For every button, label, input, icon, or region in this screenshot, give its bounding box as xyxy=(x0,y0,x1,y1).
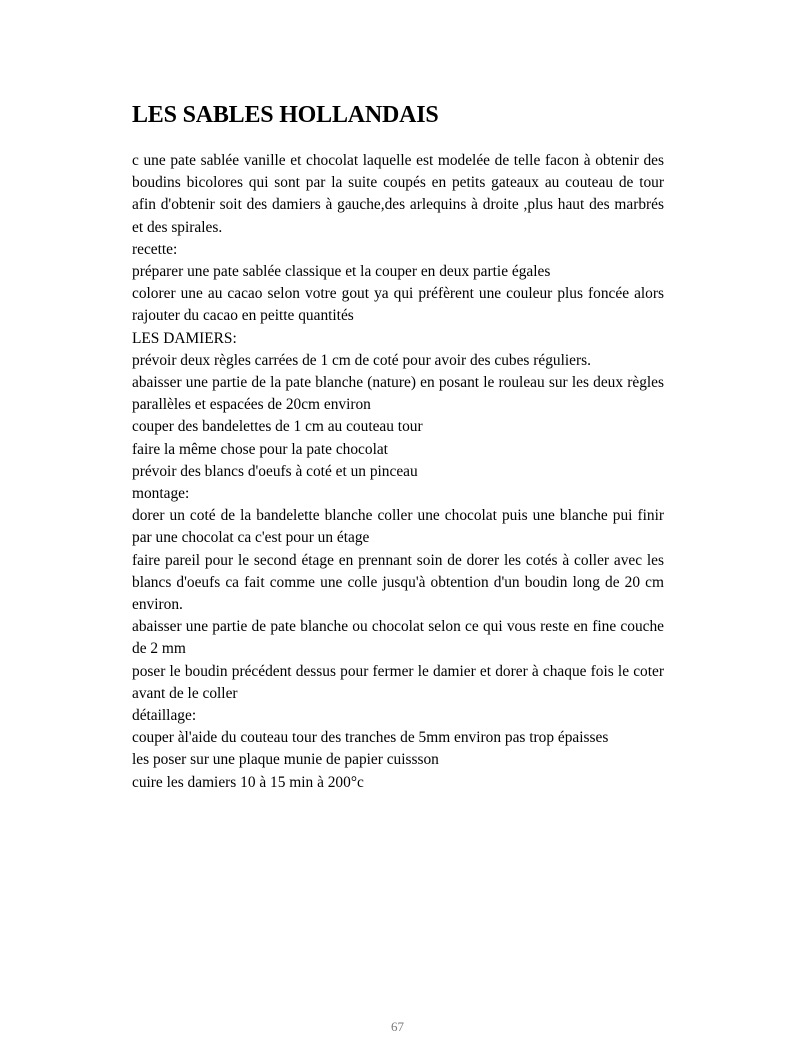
instruction-line: prévoir des blancs d'oeufs à coté et un pinceau xyxy=(132,462,418,480)
instruction-line: colorer une au cacao selon votre gout ya qui préfèrent une couleur plus foncée alors rajouter du cacao en peitte quantités xyxy=(132,285,664,325)
instruction-line: dorer un coté de la bandelette blanche coller une chocolat puis une blanche pui finir par une chocolat ca c'est pour un étage xyxy=(132,507,664,547)
intro-paragraph: c une pate sablée vanille et chocolat laquelle est modelée de telle facon à obtenir des boudins bicolores qui sont par la suite coupés en petits gateaux au couteau de tour afin d'obtenir soit des damiers à gauche,des arlequins à droite ,plus haut des marbrés et des spirales. xyxy=(132,152,664,236)
instruction-line: abaisser une partie de pate blanche ou chocolat selon ce qui vous reste en fine couche de 2 mm xyxy=(132,618,664,658)
instruction-line: faire pareil pour le second étage en prennant soin de dorer les cotés à coller avec les blancs d'oeufs ca fait comme une colle jusqu'à obtention d'un boudin long de 20 cm environ. xyxy=(132,551,664,614)
instruction-line: prévoir deux règles carrées de 1 cm de coté pour avoir des cubes réguliers. xyxy=(132,351,591,369)
instruction-line: abaisser une partie de la pate blanche (nature) en posant le rouleau sur les deux règles parallèles et espacées de 20cm environ xyxy=(132,374,664,414)
instruction-line: préparer une pate sablée classique et la couper en deux partie égales xyxy=(132,263,551,281)
instruction-line: cuire les damiers 10 à 15 min à 200°c xyxy=(132,773,364,791)
section-heading-detaillage: détaillage: xyxy=(132,707,197,725)
recipe-body xyxy=(132,150,664,794)
page-number: 67 xyxy=(391,1019,404,1034)
instruction-line: faire la même chose pour la pate chocolat xyxy=(132,440,388,458)
instruction-line: poser le boudin précédent dessus pour fermer le damier et dorer à chaque fois le coter avant de le coller xyxy=(132,662,664,702)
page-title: LES SABLES HOLLANDAIS xyxy=(132,102,439,128)
instruction-line: couper des bandelettes de 1 cm au couteau tour xyxy=(132,418,423,436)
section-heading-damiers: LES DAMIERS: xyxy=(132,329,237,347)
section-heading-montage: montage: xyxy=(132,485,190,503)
instruction-line: les poser sur une plaque munie de papier cuissson xyxy=(132,751,439,769)
recipe-heading: recette: xyxy=(132,240,178,258)
instruction-line: couper àl'aide du couteau tour des tranches de 5mm environ pas trop épaisses xyxy=(132,729,609,747)
